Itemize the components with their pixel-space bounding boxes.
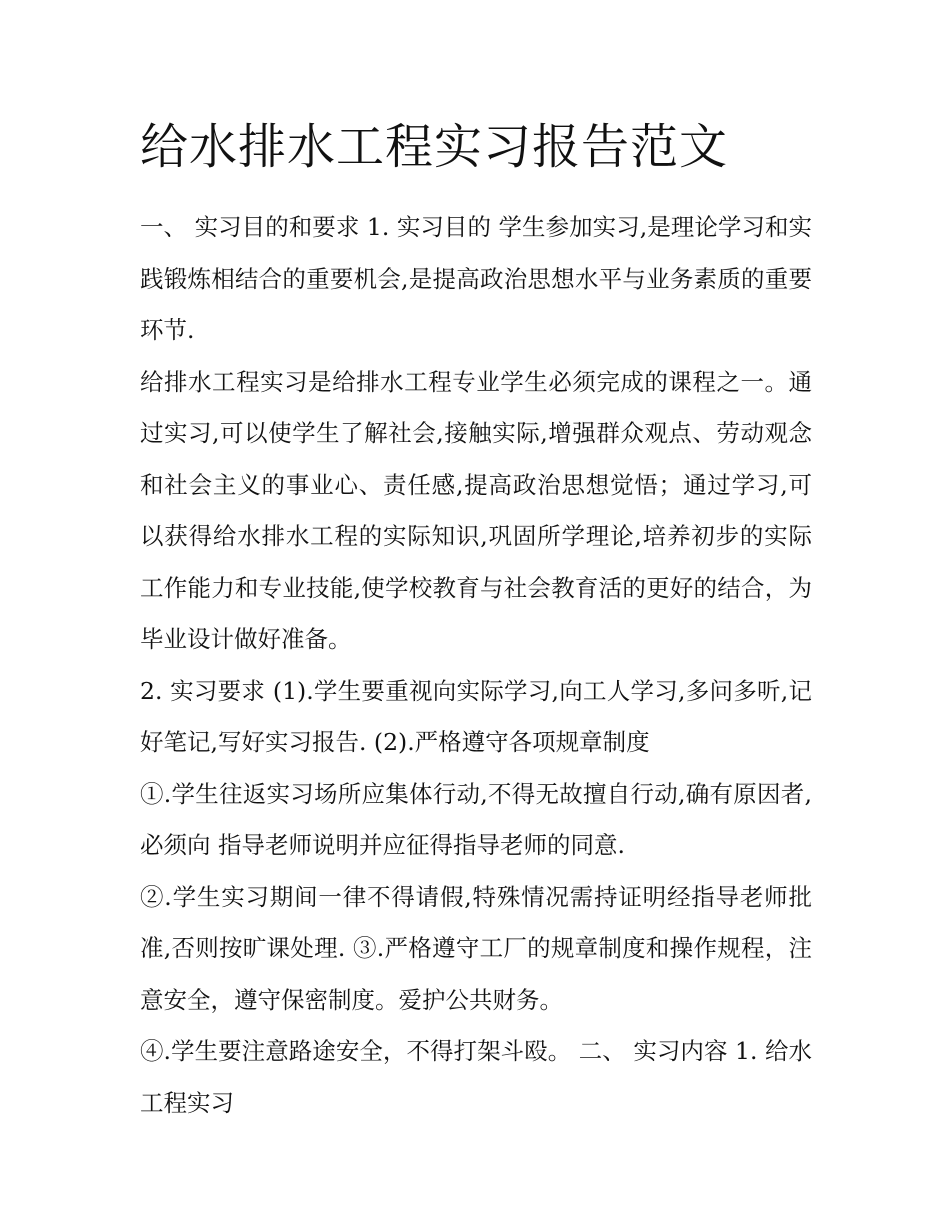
document-page (140, 112, 812, 1129)
paragraph-purpose: 给排水工程实习是给排水工程专业学生必须完成的课程之一。通过实习,可以使学生了解社会,接触实际,增强群众观点、劳动观念和社会主义的事业心、责任感,提高政治思想觉悟；通过学习,可以获得给水排水工程的实际知识,巩固所学理论,培养初步的实际工作能力和专业技能,使学校教育与社会教育活的更好的结合，为毕业设计做好准备。 (140, 367, 812, 653)
paragraph-rule-2-3: ②.学生实习期间一律不得请假,特殊情况需持证明经指导老师批准,否则按旷课处理. ③.严格遵守工厂的规章制度和操作规程，注意安全，遵守保密制度。爱护公共财务。 (140, 882, 812, 1014)
document-title: 给水排水工程实习报告范文 (140, 119, 729, 175)
paragraph-rule-4: ④.学生要注意路途安全，不得打架斗殴。 二、 实习内容 1. 给水工程实习 (140, 1037, 812, 1117)
paragraph-requirements: 2. 实习要求 (1).学生要重视向实际学习,向工人学习,多问多听,记好笔记,写好实习报告. (2).严格遵守各项规章制度 (140, 676, 812, 756)
paragraph-rule-1: ①.学生往返实习场所应集体行动,不得无故擅自行动,确有原因者,必须向 指导老师说明并应征得指导老师的同意. (140, 779, 812, 859)
paragraph-objectives: 一、 实习目的和要求 1. 实习目的 学生参加实习,是理论学习和实践锻炼相结合的重要机会,是提高政治思想水平与业务素质的重要环节. (140, 213, 812, 344)
